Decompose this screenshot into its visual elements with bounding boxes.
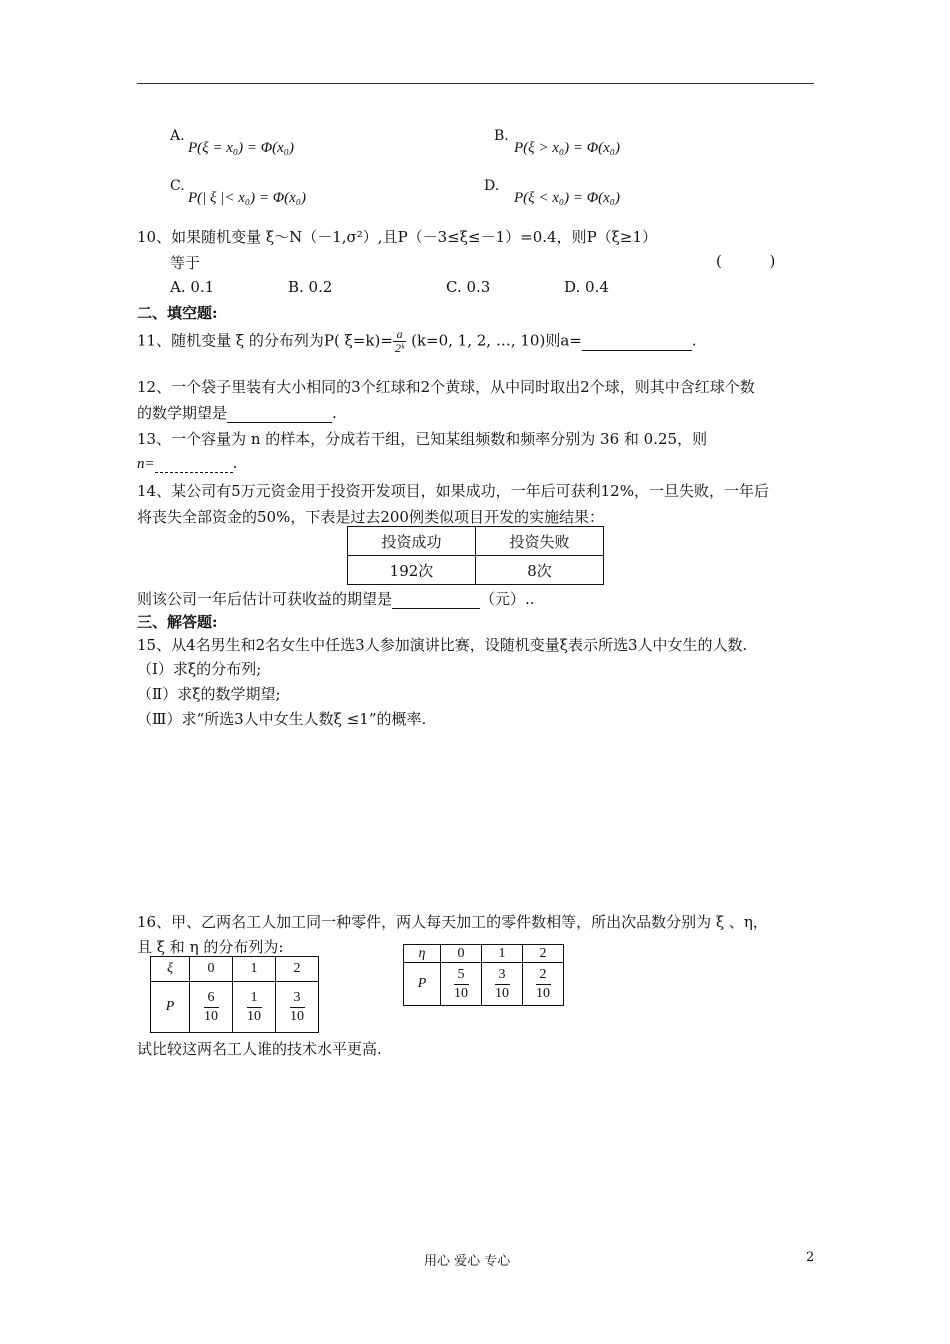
q12-answer-blank[interactable] (227, 404, 332, 423)
q16-line3: 试比较这两名工人谁的技术水平更高. (137, 1040, 382, 1058)
header-rule (137, 83, 814, 84)
xi-p-cell: P (151, 982, 190, 1033)
option-c-formula: P(| ξ |< x₀) = Φ(x₀) (188, 190, 306, 206)
xi-prob-cell (233, 982, 276, 1033)
xi-distribution-table (150, 956, 319, 1033)
q10-option-d: D. 0.4 (564, 278, 609, 296)
eta-var-cell: η (404, 945, 441, 963)
page-number: 2 (806, 1250, 815, 1265)
table-header-success: 投资成功 (348, 527, 476, 556)
table-row (404, 963, 564, 1006)
eta-value-cell: 0 (441, 945, 482, 963)
q10-option-a: A. 0.1 (170, 278, 215, 296)
footer-motto: 用心 爱心 专心 (424, 1254, 511, 1269)
q12-line1: 12、一个袋子里装有大小相同的3个红球和2个黄球，从中同时取出2个球，则其中含红球个数 (137, 378, 755, 396)
q13-line2 (137, 454, 237, 473)
eta-prob-denominator: 10 (454, 985, 468, 1001)
option-d-formula: P(ξ < x₀) = Φ(x₀) (514, 190, 620, 206)
table-cell-failure: 8次 (476, 556, 604, 585)
eta-prob-cell (441, 963, 482, 1006)
q14-results-table (347, 526, 604, 585)
eta-value-cell: 1 (482, 945, 523, 963)
q10-option-c: C. 0.3 (446, 278, 491, 296)
option-b-label: B. (494, 128, 509, 144)
q14-line3 (137, 588, 535, 609)
option-c-label: C. (170, 178, 185, 194)
eta-prob-denominator: 10 (536, 985, 550, 1001)
q11-answer-blank[interactable] (582, 332, 692, 351)
q15-line1: 15、从4名男生和2名女生中任选3人参加演讲比赛，设随机变量ξ表示所选3人中女生的人数. (137, 636, 748, 654)
table-row (151, 982, 319, 1033)
eta-prob-denominator: 10 (495, 985, 509, 1001)
q10-line1: 10、如果随机变量 ξ～N（－1,σ²）,且P（－3≤ξ≤－1）=0.4，则P（ξ≥1） (137, 228, 658, 246)
xi-prob-numerator: 1 (247, 989, 262, 1008)
xi-prob-cell (190, 982, 233, 1033)
table-header-failure: 投资失败 (476, 527, 604, 556)
q11-suffix: (k=0, 1, 2, …, 10)则a= (406, 331, 582, 350)
q11-fraction (393, 328, 406, 355)
xi-prob-numerator: 6 (204, 989, 219, 1008)
xi-prob-denominator: 10 (247, 1008, 261, 1024)
q16-line1: 16、甲、乙两名工人加工同一种零件，两人每天加工的零件数相等，所出次品数分别为 ξ 、η， (137, 913, 768, 931)
q11-end: . (691, 331, 697, 350)
q11-prefix: 11、随机变量 ξ 的分布列为P( ξ=k)= (137, 331, 393, 350)
q14-line3-text: 则该公司一年后估计可获收益的期望是 (137, 590, 393, 608)
table-cell-success: 192次 (348, 556, 476, 585)
q10-line2: 等于 (170, 254, 201, 272)
q15-part2: （Ⅱ）求ξ的数学期望; (137, 685, 281, 703)
option-b-formula: P(ξ > x₀) = Φ(x₀) (514, 140, 620, 156)
eta-prob-cell (523, 963, 564, 1006)
table-row (348, 556, 604, 585)
q12-line2-text: 的数学期望是 (137, 404, 228, 422)
option-a-label: A. (170, 128, 185, 144)
q14-line3-end: （元）.. (480, 590, 535, 608)
xi-prob-denominator: 10 (204, 1008, 218, 1024)
q15-part3: （Ⅲ）求“所选3人中女生人数ξ ≤1”的概率. (137, 710, 427, 728)
xi-value-cell: 2 (276, 957, 319, 982)
option-d-label: D. (484, 178, 500, 194)
q16-line2: 且 ξ 和 η 的分布列为: (137, 938, 284, 956)
eta-prob-numerator: 2 (536, 966, 551, 985)
section-2-title: 二、填空题: (137, 304, 218, 322)
table-row (348, 527, 604, 556)
q14-line2: 将丧失全部资金的50%，下表是过去200例类似项目开发的实施结果： (137, 508, 604, 526)
q11 (137, 328, 697, 355)
xi-value-cell: 1 (233, 957, 276, 982)
eta-p-cell: P (404, 963, 441, 1006)
section-3-title: 三、解答题: (137, 613, 218, 631)
xi-value-cell: 0 (190, 957, 233, 982)
q13-line1: 13、一个容量为 n 的样本，分成若干组，已知某组频数和频率分别为 36 和 0.25，则 (137, 430, 708, 448)
eta-prob-numerator: 3 (495, 966, 510, 985)
q10-option-b: B. 0.2 (288, 278, 333, 296)
eta-prob-cell (482, 963, 523, 1006)
q11-fraction-numerator: a (393, 328, 406, 342)
xi-prob-denominator: 10 (290, 1008, 304, 1024)
table-row (404, 945, 564, 963)
eta-prob-numerator: 5 (454, 966, 469, 985)
q12-line2 (137, 402, 337, 423)
q15-part1: （Ⅰ）求ξ的分布列; (137, 660, 262, 678)
q13-line2-text: n= (137, 456, 155, 472)
q12-end: . (332, 404, 337, 422)
q13-end: . (232, 454, 238, 472)
eta-value-cell: 2 (523, 945, 564, 963)
q13-answer-blank[interactable] (155, 454, 233, 473)
q14-line1: 14、某公司有5万元资金用于投资开发项目，如果成功，一年后可获利12%，一旦失败，一年后 (137, 482, 769, 500)
xi-prob-numerator: 3 (290, 989, 305, 1008)
option-a-formula: P(ξ = x₀) = Φ(x₀) (188, 140, 294, 156)
q14-answer-blank[interactable] (392, 590, 480, 609)
xi-var-cell: ξ (151, 957, 190, 982)
q11-fraction-denominator: 2ᵏ (394, 341, 405, 355)
eta-distribution-table (403, 944, 564, 1006)
q10-answer-paren: ( ) (716, 252, 776, 270)
table-row (151, 957, 319, 982)
xi-prob-cell (276, 982, 319, 1033)
